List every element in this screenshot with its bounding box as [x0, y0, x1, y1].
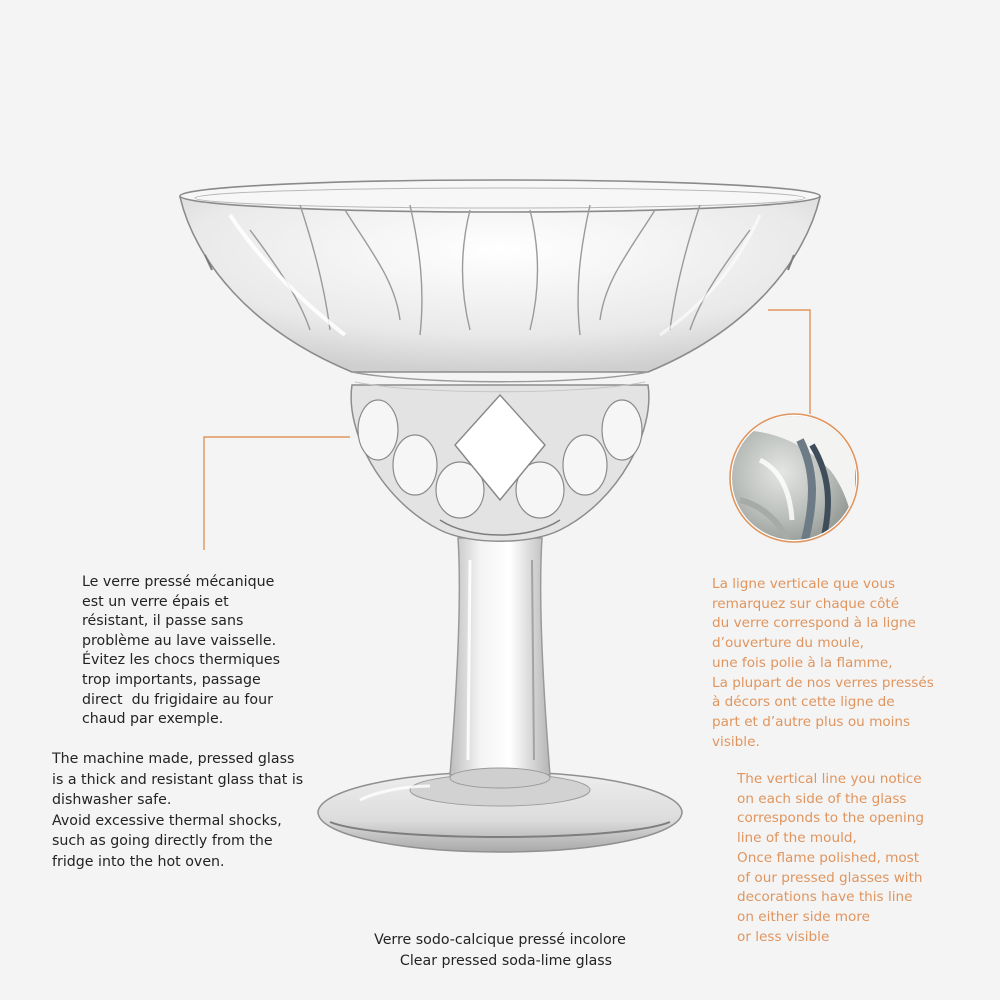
description-french	[82, 573, 280, 730]
description-english	[52, 749, 303, 873]
text-line: à décors ont cette ligne de	[712, 694, 895, 711]
glass-stem	[450, 538, 550, 788]
text-line: Avoid excessive thermal shocks,	[52, 812, 282, 829]
text-line: du verre correspond à la ligne	[712, 615, 916, 632]
mould-line-zoom-circle	[730, 414, 860, 545]
text-line: dishwasher safe.	[52, 792, 172, 809]
caption-french: Verre sodo-calcique pressé incolore	[374, 932, 626, 948]
text-line: remarquez sur chaque côté	[712, 595, 900, 612]
text-line: corresponds to the opening	[737, 810, 925, 827]
text-line: on each side of the glass	[737, 790, 907, 807]
text-line: trop importants, passage	[82, 671, 261, 688]
text-line: The vertical line you notice	[737, 771, 922, 787]
text-line: of our pressed glasses with	[737, 869, 923, 886]
text-line: Le verre pressé mécanique	[82, 574, 275, 590]
text-line: is a thick and resistant glass that is	[52, 771, 304, 788]
glass-bowl	[180, 180, 820, 392]
text-line: La plupart de nos verres pressés	[712, 674, 934, 691]
text-line: Évitez les chocs thermiques	[82, 652, 281, 669]
mould-line-note-french	[712, 575, 934, 752]
text-line: decorations have this line	[737, 889, 913, 906]
right-callout-line	[768, 310, 810, 414]
text-line: chaud par exemple.	[82, 711, 224, 728]
text-line: on either side more	[737, 908, 870, 925]
caption-english: Clear pressed soda-lime glass	[399, 952, 613, 969]
text-line: Once flame polished, most	[737, 849, 920, 866]
text-line: The machine made, pressed glass	[52, 751, 295, 767]
left-callout-line	[204, 437, 350, 550]
glass-faceted-base	[351, 385, 649, 541]
text-line: or less visible	[737, 928, 830, 945]
text-line: est un verre épais et	[82, 593, 229, 610]
text-line: direct du frigidaire au four	[82, 691, 273, 708]
material-caption	[0, 930, 1000, 971]
text-line: La ligne verticale que vous	[712, 576, 896, 592]
mould-line-note-english	[737, 770, 924, 947]
text-line: line of the mould,	[737, 830, 857, 847]
text-line: visible.	[712, 733, 760, 750]
text-line: une fois polie à la flamme,	[712, 654, 893, 671]
text-line: d’ouverture du moule,	[712, 635, 865, 652]
text-line: fridge into the hot oven.	[52, 853, 225, 870]
text-line: part et d’autre plus ou moins	[712, 713, 911, 730]
text-line: such as going directly from the	[52, 833, 273, 850]
text-line: problème au lave vaisselle.	[82, 632, 277, 649]
text-line: résistant, il passe sans	[82, 613, 244, 630]
